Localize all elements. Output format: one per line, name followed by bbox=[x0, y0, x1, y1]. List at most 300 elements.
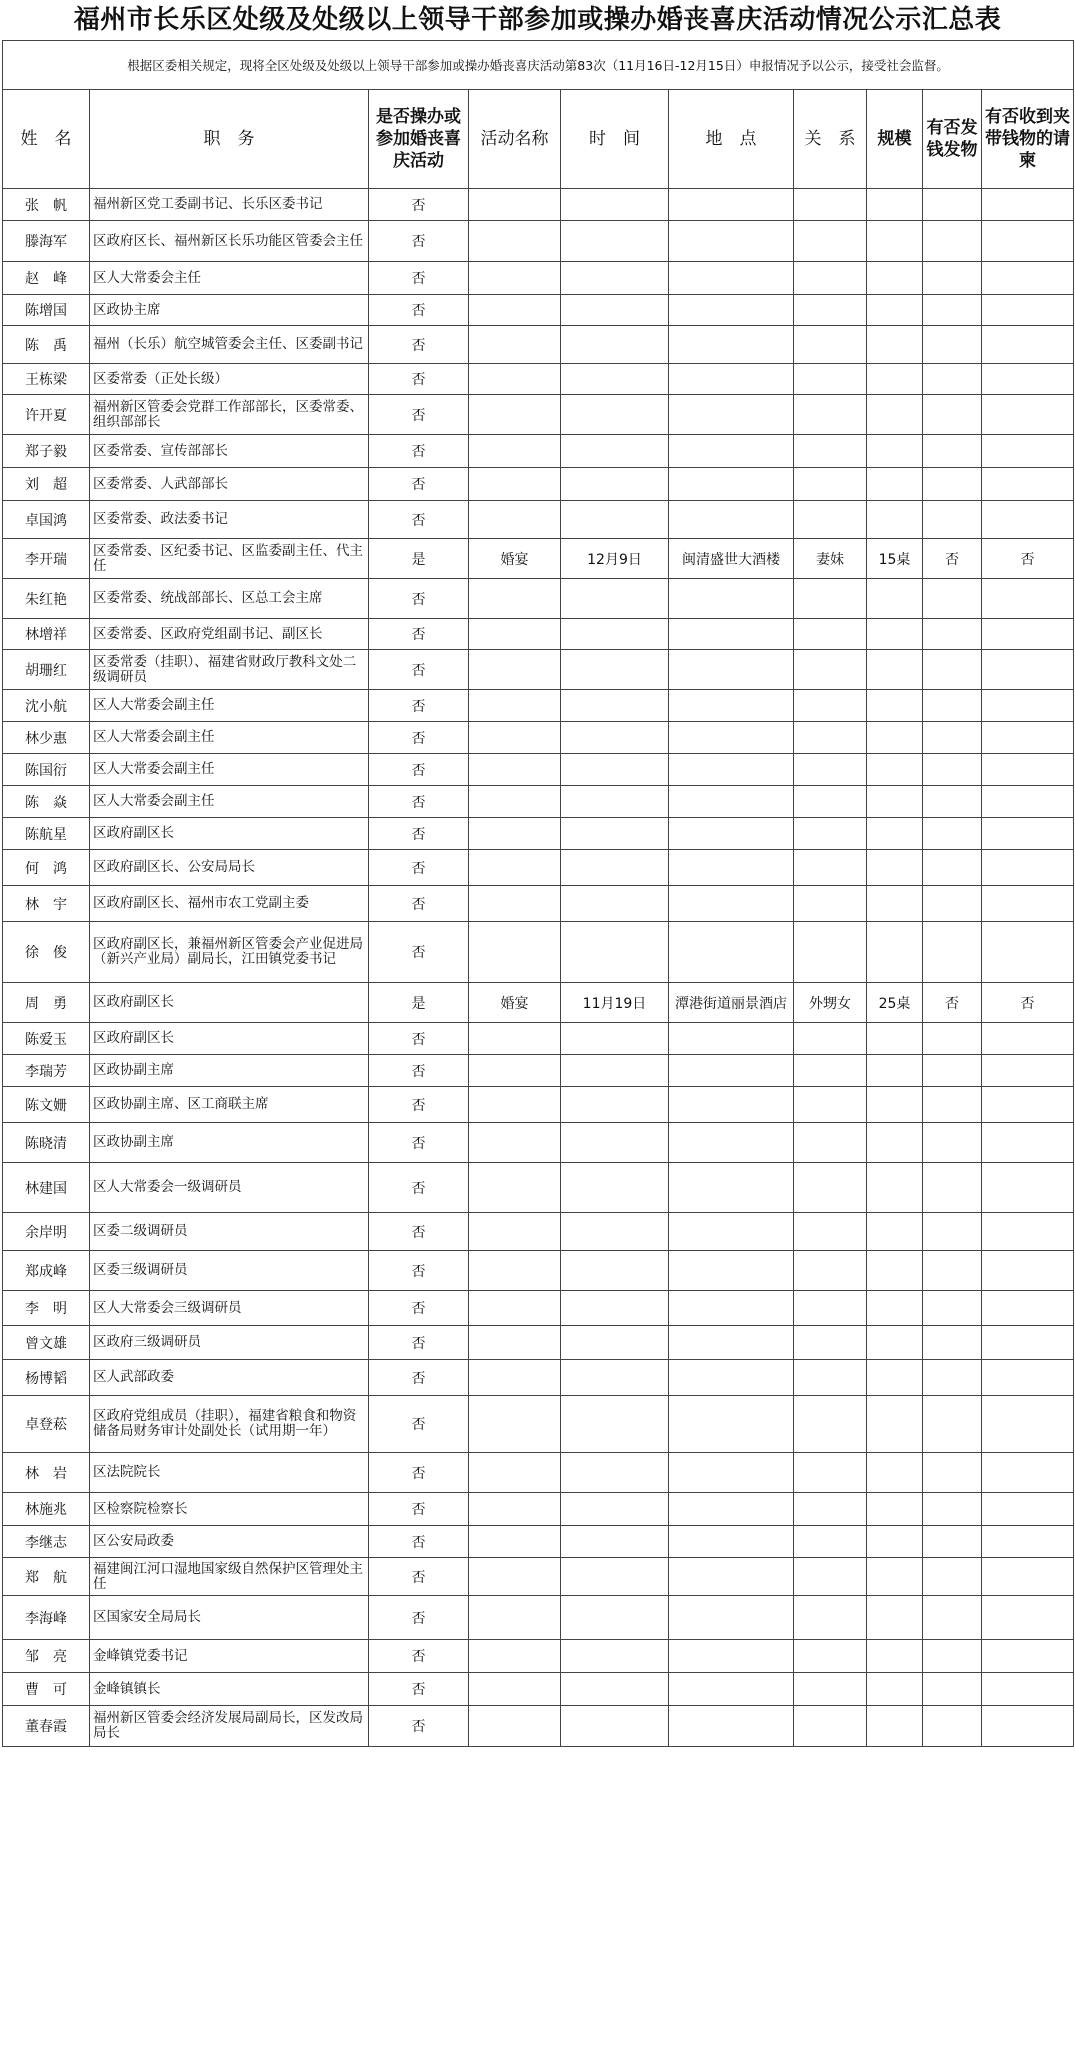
cell-activity bbox=[469, 818, 561, 850]
cell-gift bbox=[923, 754, 982, 786]
cell-relation: 外甥女 bbox=[794, 983, 867, 1023]
cell-name: 李 明 bbox=[3, 1291, 90, 1326]
cell-time bbox=[561, 326, 669, 364]
table-row bbox=[3, 1163, 1074, 1213]
header-row bbox=[3, 90, 1074, 189]
cell-time bbox=[561, 501, 669, 539]
cell-gift bbox=[923, 818, 982, 850]
cell-place: 潭港街道丽景酒店 bbox=[669, 983, 794, 1023]
cell-gift: 否 bbox=[923, 983, 982, 1023]
cell-involved: 否 bbox=[369, 1706, 469, 1747]
cell-activity bbox=[469, 1640, 561, 1673]
cell-gift bbox=[923, 1396, 982, 1453]
cell-position: 区委常委、人武部部长 bbox=[90, 468, 369, 501]
cell-time bbox=[561, 722, 669, 754]
cell-scale bbox=[867, 1673, 923, 1706]
cell-place bbox=[669, 1673, 794, 1706]
table-row bbox=[3, 1251, 1074, 1291]
cell-involved: 否 bbox=[369, 690, 469, 722]
table-row bbox=[3, 1493, 1074, 1526]
cell-position: 区检察院检察长 bbox=[90, 1493, 369, 1526]
cell-place bbox=[669, 364, 794, 395]
cell-activity bbox=[469, 922, 561, 983]
cell-time bbox=[561, 1526, 669, 1558]
header-position: 职 务 bbox=[90, 90, 369, 189]
cell-position: 区法院院长 bbox=[90, 1453, 369, 1493]
cell-name: 卓登菘 bbox=[3, 1396, 90, 1453]
cell-money: 否 bbox=[982, 983, 1074, 1023]
cell-time: 12月9日 bbox=[561, 539, 669, 579]
cell-activity bbox=[469, 1673, 561, 1706]
cell-activity bbox=[469, 650, 561, 690]
cell-scale bbox=[867, 1596, 923, 1640]
cell-scale bbox=[867, 786, 923, 818]
cell-name: 郑子毅 bbox=[3, 435, 90, 468]
cell-place bbox=[669, 818, 794, 850]
cell-involved: 否 bbox=[369, 754, 469, 786]
cell-name: 陈 焱 bbox=[3, 786, 90, 818]
cell-involved: 否 bbox=[369, 1251, 469, 1291]
table-row bbox=[3, 818, 1074, 850]
cell-relation bbox=[794, 886, 867, 922]
cell-name: 周 勇 bbox=[3, 983, 90, 1023]
cell-scale bbox=[867, 1213, 923, 1251]
cell-name: 胡珊红 bbox=[3, 650, 90, 690]
cell-gift bbox=[923, 326, 982, 364]
cell-gift bbox=[923, 579, 982, 619]
cell-position: 福州（长乐）航空城管委会主任、区委副书记 bbox=[90, 326, 369, 364]
table-row bbox=[3, 786, 1074, 818]
cell-time bbox=[561, 1360, 669, 1396]
cell-money bbox=[982, 619, 1074, 650]
cell-scale bbox=[867, 1493, 923, 1526]
table-row bbox=[3, 221, 1074, 262]
cell-relation bbox=[794, 579, 867, 619]
cell-involved: 否 bbox=[369, 1087, 469, 1123]
cell-activity bbox=[469, 1360, 561, 1396]
cell-place bbox=[669, 1396, 794, 1453]
cell-name: 何 鸿 bbox=[3, 850, 90, 886]
cell-involved: 否 bbox=[369, 1055, 469, 1087]
cell-scale bbox=[867, 922, 923, 983]
cell-position: 区人大常委会副主任 bbox=[90, 690, 369, 722]
cell-activity bbox=[469, 501, 561, 539]
table-row bbox=[3, 395, 1074, 435]
cell-name: 林增祥 bbox=[3, 619, 90, 650]
cell-activity bbox=[469, 435, 561, 468]
cell-gift bbox=[923, 1558, 982, 1596]
cell-activity bbox=[469, 886, 561, 922]
cell-gift bbox=[923, 786, 982, 818]
cell-gift bbox=[923, 1251, 982, 1291]
cell-scale bbox=[867, 364, 923, 395]
cell-scale bbox=[867, 818, 923, 850]
cell-involved: 否 bbox=[369, 818, 469, 850]
cell-involved: 否 bbox=[369, 295, 469, 326]
cell-relation bbox=[794, 1213, 867, 1251]
cell-position: 区政协副主席 bbox=[90, 1055, 369, 1087]
cell-gift bbox=[923, 1453, 982, 1493]
table-row bbox=[3, 1023, 1074, 1055]
cell-involved: 否 bbox=[369, 1596, 469, 1640]
cell-involved: 否 bbox=[369, 722, 469, 754]
cell-place bbox=[669, 295, 794, 326]
table-row bbox=[3, 650, 1074, 690]
table-row bbox=[3, 1640, 1074, 1673]
cell-name: 刘 超 bbox=[3, 468, 90, 501]
cell-position: 区委常委、政法委书记 bbox=[90, 501, 369, 539]
cell-name: 陈爱玉 bbox=[3, 1023, 90, 1055]
cell-name: 李开瑞 bbox=[3, 539, 90, 579]
cell-money bbox=[982, 326, 1074, 364]
cell-time bbox=[561, 1673, 669, 1706]
cell-relation bbox=[794, 818, 867, 850]
cell-scale bbox=[867, 1087, 923, 1123]
cell-money: 否 bbox=[982, 539, 1074, 579]
cell-relation bbox=[794, 1493, 867, 1526]
cell-money bbox=[982, 786, 1074, 818]
cell-relation bbox=[794, 690, 867, 722]
table-row bbox=[3, 1360, 1074, 1396]
cell-scale bbox=[867, 1396, 923, 1453]
cell-scale bbox=[867, 690, 923, 722]
cell-scale bbox=[867, 1526, 923, 1558]
cell-place bbox=[669, 650, 794, 690]
cell-activity bbox=[469, 326, 561, 364]
cell-gift bbox=[923, 922, 982, 983]
cell-money bbox=[982, 189, 1074, 221]
cell-name: 曾文雄 bbox=[3, 1326, 90, 1360]
cell-activity bbox=[469, 1453, 561, 1493]
cell-position: 区委常委（正处长级） bbox=[90, 364, 369, 395]
cell-name: 陈 禹 bbox=[3, 326, 90, 364]
cell-position: 区政府区长、福州新区长乐功能区管委会主任 bbox=[90, 221, 369, 262]
cell-money bbox=[982, 922, 1074, 983]
cell-position: 区政府副区长 bbox=[90, 818, 369, 850]
cell-name: 曹 可 bbox=[3, 1673, 90, 1706]
table-row bbox=[3, 1396, 1074, 1453]
cell-money bbox=[982, 501, 1074, 539]
cell-money bbox=[982, 1558, 1074, 1596]
cell-time bbox=[561, 1396, 669, 1453]
cell-position: 福建闽江河口湿地国家级自然保护区管理处主任 bbox=[90, 1558, 369, 1596]
cell-relation bbox=[794, 1360, 867, 1396]
cell-activity bbox=[469, 364, 561, 395]
cell-relation: 妻妹 bbox=[794, 539, 867, 579]
table-row bbox=[3, 468, 1074, 501]
cell-money bbox=[982, 1213, 1074, 1251]
cell-name: 王栋梁 bbox=[3, 364, 90, 395]
header-time: 时 间 bbox=[561, 90, 669, 189]
header-activity: 活动名称 bbox=[469, 90, 561, 189]
cell-money bbox=[982, 1023, 1074, 1055]
cell-scale bbox=[867, 1453, 923, 1493]
cell-gift: 否 bbox=[923, 539, 982, 579]
table-row bbox=[3, 1123, 1074, 1163]
cell-time bbox=[561, 189, 669, 221]
cell-relation bbox=[794, 1123, 867, 1163]
cell-involved: 否 bbox=[369, 221, 469, 262]
cell-position: 区公安局政委 bbox=[90, 1526, 369, 1558]
cell-place bbox=[669, 189, 794, 221]
cell-gift bbox=[923, 886, 982, 922]
cell-name: 郑 航 bbox=[3, 1558, 90, 1596]
cell-time bbox=[561, 1558, 669, 1596]
table-row bbox=[3, 1453, 1074, 1493]
cell-gift bbox=[923, 1213, 982, 1251]
cell-money bbox=[982, 1673, 1074, 1706]
cell-relation bbox=[794, 922, 867, 983]
cell-involved: 否 bbox=[369, 1453, 469, 1493]
cell-involved: 否 bbox=[369, 1673, 469, 1706]
cell-name: 卓国鸿 bbox=[3, 501, 90, 539]
cell-time bbox=[561, 295, 669, 326]
cell-time bbox=[561, 221, 669, 262]
cell-scale bbox=[867, 395, 923, 435]
cell-money bbox=[982, 295, 1074, 326]
cell-gift bbox=[923, 1360, 982, 1396]
cell-relation bbox=[794, 650, 867, 690]
cell-activity bbox=[469, 1526, 561, 1558]
cell-gift bbox=[923, 364, 982, 395]
cell-relation bbox=[794, 395, 867, 435]
cell-activity bbox=[469, 1396, 561, 1453]
cell-money bbox=[982, 1706, 1074, 1747]
cell-gift bbox=[923, 722, 982, 754]
cell-gift bbox=[923, 221, 982, 262]
table-row bbox=[3, 326, 1074, 364]
cell-money bbox=[982, 579, 1074, 619]
cell-gift bbox=[923, 690, 982, 722]
cell-involved: 否 bbox=[369, 886, 469, 922]
cell-time bbox=[561, 786, 669, 818]
cell-time bbox=[561, 262, 669, 295]
cell-scale bbox=[867, 579, 923, 619]
cell-gift bbox=[923, 1055, 982, 1087]
table-row bbox=[3, 850, 1074, 886]
cell-money bbox=[982, 1326, 1074, 1360]
cell-place bbox=[669, 1023, 794, 1055]
cell-activity bbox=[469, 1493, 561, 1526]
cell-relation bbox=[794, 850, 867, 886]
cell-relation bbox=[794, 1055, 867, 1087]
cell-name: 李瑞芳 bbox=[3, 1055, 90, 1087]
cell-time bbox=[561, 818, 669, 850]
cell-money bbox=[982, 262, 1074, 295]
cell-name: 沈小航 bbox=[3, 690, 90, 722]
cell-activity bbox=[469, 754, 561, 786]
table-row bbox=[3, 579, 1074, 619]
cell-name: 李继志 bbox=[3, 1526, 90, 1558]
cell-gift bbox=[923, 189, 982, 221]
table-row bbox=[3, 364, 1074, 395]
cell-money bbox=[982, 1493, 1074, 1526]
cell-name: 许开夏 bbox=[3, 395, 90, 435]
cell-place bbox=[669, 1087, 794, 1123]
cell-activity bbox=[469, 468, 561, 501]
header-name: 姓 名 bbox=[3, 90, 90, 189]
cell-involved: 否 bbox=[369, 1326, 469, 1360]
cell-relation bbox=[794, 1673, 867, 1706]
cell-name: 郑成峰 bbox=[3, 1251, 90, 1291]
cell-scale bbox=[867, 754, 923, 786]
cell-activity bbox=[469, 1087, 561, 1123]
cell-place bbox=[669, 1055, 794, 1087]
header-relation: 关 系 bbox=[794, 90, 867, 189]
cell-position: 区人大常委会一级调研员 bbox=[90, 1163, 369, 1213]
cell-place bbox=[669, 395, 794, 435]
cell-gift bbox=[923, 295, 982, 326]
cell-position: 区政府副区长、福州市农工党副主委 bbox=[90, 886, 369, 922]
cell-position: 金峰镇党委书记 bbox=[90, 1640, 369, 1673]
cell-time bbox=[561, 1055, 669, 1087]
cell-activity bbox=[469, 690, 561, 722]
cell-name: 朱红艳 bbox=[3, 579, 90, 619]
cell-activity bbox=[469, 189, 561, 221]
cell-place bbox=[669, 1526, 794, 1558]
cell-money bbox=[982, 690, 1074, 722]
cell-relation bbox=[794, 262, 867, 295]
cell-time bbox=[561, 1163, 669, 1213]
cell-relation bbox=[794, 295, 867, 326]
cell-relation bbox=[794, 364, 867, 395]
disclosure-table bbox=[2, 40, 1074, 1747]
cell-money bbox=[982, 1087, 1074, 1123]
cell-name: 杨博韬 bbox=[3, 1360, 90, 1396]
table-row bbox=[3, 1596, 1074, 1640]
cell-gift bbox=[923, 435, 982, 468]
cell-position: 区政协副主席、区工商联主席 bbox=[90, 1087, 369, 1123]
cell-activity bbox=[469, 1706, 561, 1747]
cell-relation bbox=[794, 786, 867, 818]
cell-time bbox=[561, 1706, 669, 1747]
table-row bbox=[3, 1673, 1074, 1706]
cell-position: 区人武部政委 bbox=[90, 1360, 369, 1396]
cell-time bbox=[561, 922, 669, 983]
cell-position: 区政府副区长 bbox=[90, 1023, 369, 1055]
cell-position: 区政府副区长 bbox=[90, 983, 369, 1023]
cell-gift bbox=[923, 501, 982, 539]
cell-name: 林 岩 bbox=[3, 1453, 90, 1493]
cell-position: 福州新区管委会经济发展局副局长，区发改局局长 bbox=[90, 1706, 369, 1747]
cell-name: 徐 俊 bbox=[3, 922, 90, 983]
cell-involved: 否 bbox=[369, 326, 469, 364]
cell-place bbox=[669, 1213, 794, 1251]
cell-position: 区委常委、统战部部长、区总工会主席 bbox=[90, 579, 369, 619]
cell-scale bbox=[867, 1123, 923, 1163]
cell-activity bbox=[469, 1326, 561, 1360]
cell-time bbox=[561, 1087, 669, 1123]
cell-time bbox=[561, 650, 669, 690]
cell-scale bbox=[867, 1640, 923, 1673]
cell-relation bbox=[794, 1596, 867, 1640]
cell-relation bbox=[794, 468, 867, 501]
cell-relation bbox=[794, 1023, 867, 1055]
cell-time bbox=[561, 1291, 669, 1326]
cell-relation bbox=[794, 1163, 867, 1213]
cell-involved: 否 bbox=[369, 364, 469, 395]
cell-name: 林少惠 bbox=[3, 722, 90, 754]
table-row bbox=[3, 722, 1074, 754]
cell-position: 区政协主席 bbox=[90, 295, 369, 326]
cell-position: 区政府三级调研员 bbox=[90, 1326, 369, 1360]
cell-involved: 否 bbox=[369, 189, 469, 221]
cell-activity bbox=[469, 262, 561, 295]
cell-place bbox=[669, 922, 794, 983]
cell-place bbox=[669, 1291, 794, 1326]
cell-involved: 是 bbox=[369, 983, 469, 1023]
cell-activity bbox=[469, 1023, 561, 1055]
cell-position: 区国家安全局局长 bbox=[90, 1596, 369, 1640]
cell-place bbox=[669, 579, 794, 619]
cell-place bbox=[669, 262, 794, 295]
cell-place bbox=[669, 850, 794, 886]
cell-money bbox=[982, 1360, 1074, 1396]
cell-scale bbox=[867, 1706, 923, 1747]
cell-time: 11月19日 bbox=[561, 983, 669, 1023]
cell-place bbox=[669, 1251, 794, 1291]
cell-involved: 否 bbox=[369, 1123, 469, 1163]
cell-involved: 否 bbox=[369, 1526, 469, 1558]
table-row bbox=[3, 435, 1074, 468]
cell-scale: 15桌 bbox=[867, 539, 923, 579]
cell-money bbox=[982, 1163, 1074, 1213]
cell-time bbox=[561, 1493, 669, 1526]
cell-gift bbox=[923, 850, 982, 886]
cell-gift bbox=[923, 1493, 982, 1526]
cell-position: 区委三级调研员 bbox=[90, 1251, 369, 1291]
cell-involved: 否 bbox=[369, 468, 469, 501]
cell-involved: 否 bbox=[369, 1640, 469, 1673]
cell-name: 张 帆 bbox=[3, 189, 90, 221]
cell-scale bbox=[867, 722, 923, 754]
cell-scale bbox=[867, 1360, 923, 1396]
cell-relation bbox=[794, 1087, 867, 1123]
cell-activity: 婚宴 bbox=[469, 539, 561, 579]
cell-position: 福州新区管委会党群工作部部长，区委常委、组织部部长 bbox=[90, 395, 369, 435]
cell-name: 陈增国 bbox=[3, 295, 90, 326]
cell-involved: 否 bbox=[369, 1493, 469, 1526]
table-row bbox=[3, 619, 1074, 650]
cell-gift bbox=[923, 650, 982, 690]
cell-time bbox=[561, 1213, 669, 1251]
cell-involved: 否 bbox=[369, 1360, 469, 1396]
cell-position: 区委常委、区政府党组副书记、副区长 bbox=[90, 619, 369, 650]
cell-place bbox=[669, 1493, 794, 1526]
cell-place: 闽清盛世大酒楼 bbox=[669, 539, 794, 579]
cell-time bbox=[561, 1251, 669, 1291]
cell-time bbox=[561, 468, 669, 501]
cell-involved: 否 bbox=[369, 1163, 469, 1213]
cell-involved: 否 bbox=[369, 786, 469, 818]
cell-position: 区政府副区长，兼福州新区管委会产业促进局（新兴产业局）副局长，江田镇党委书记 bbox=[90, 922, 369, 983]
cell-money bbox=[982, 1640, 1074, 1673]
cell-involved: 否 bbox=[369, 1396, 469, 1453]
cell-activity bbox=[469, 1055, 561, 1087]
cell-place bbox=[669, 326, 794, 364]
cell-place bbox=[669, 786, 794, 818]
cell-position: 区人大常委会三级调研员 bbox=[90, 1291, 369, 1326]
cell-gift bbox=[923, 1023, 982, 1055]
cell-scale bbox=[867, 1055, 923, 1087]
cell-gift bbox=[923, 1123, 982, 1163]
cell-position: 区人大常委会副主任 bbox=[90, 754, 369, 786]
cell-position: 区政府副区长、公安局局长 bbox=[90, 850, 369, 886]
header-money: 有否收到夹带钱物的请柬 bbox=[982, 90, 1074, 189]
cell-gift bbox=[923, 1673, 982, 1706]
cell-gift bbox=[923, 619, 982, 650]
cell-activity bbox=[469, 1213, 561, 1251]
